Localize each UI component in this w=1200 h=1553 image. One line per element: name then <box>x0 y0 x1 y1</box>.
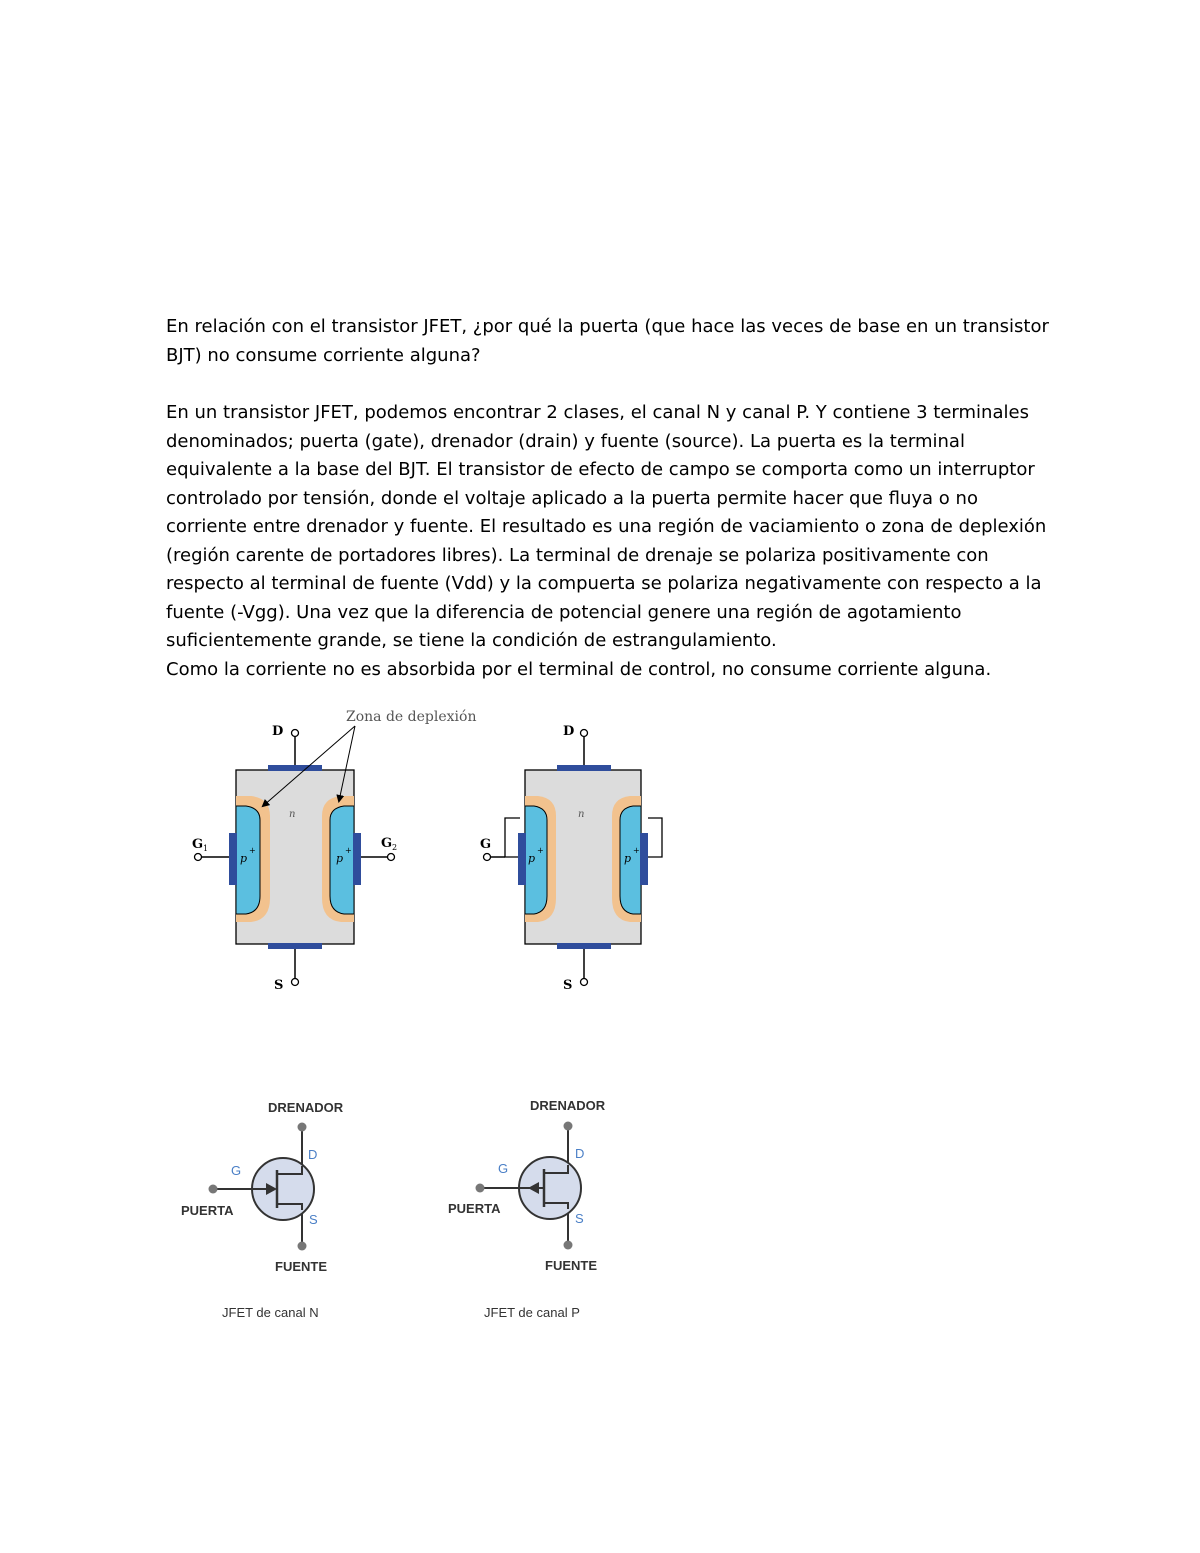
source-letter: S <box>274 978 284 993</box>
answer-line: controlado por tensión, donde el voltaje aplicado a la puerta permite hacer que fluya o no <box>166 487 978 509</box>
drain-label: DRENADOR <box>530 1098 606 1113</box>
gate1-letter: G <box>192 837 204 852</box>
p-right-letter: p <box>624 852 632 865</box>
p-right-sup: + <box>633 846 640 855</box>
p-left-sup: + <box>537 846 544 855</box>
jfet-structure-diagram-right <box>475 700 705 1000</box>
g-letter: G <box>231 1163 242 1178</box>
jfet-structure-diagram-left <box>185 700 485 1000</box>
answer-line: denominados; puerta (gate), drenador (drain) y fuente (source). La puerta es la terminal <box>166 430 965 452</box>
drain-letter: D <box>563 724 575 739</box>
answer-line: equivalente a la base del BJT. El transistor de efecto de campo se comporta como un interruptor <box>166 459 1035 480</box>
answer-line: fuente (-Vgg). Una vez que la diferencia de potencial genere una región de agotamiento <box>166 601 962 623</box>
gate-letter: G <box>480 837 492 852</box>
answer-line: Como la corriente no es absorbida por el terminal de control, no consume corriente alguna. <box>166 658 992 680</box>
source-label: FUENTE <box>545 1258 597 1273</box>
caption: JFET de canal P <box>484 1305 580 1320</box>
channel-letter: n <box>289 809 296 820</box>
d-letter: D <box>308 1147 318 1162</box>
p-left-sup: + <box>249 846 256 855</box>
gate2-letter: G <box>381 836 393 851</box>
gate-label: PUERTA <box>448 1201 501 1216</box>
question-line: En relación con el transistor JFET, ¿por qué la puerta (que hace las veces de base en un transistor <box>166 316 1049 337</box>
channel-letter: n <box>578 809 585 820</box>
p-right-letter: p <box>336 852 344 865</box>
answer-paragraph <box>166 399 1046 684</box>
depletion-zone-label: Zona de deplexión <box>346 709 477 725</box>
jfet-p-channel-symbol <box>440 1088 640 1328</box>
drain-letter: D <box>272 724 284 739</box>
p-left-letter: p <box>528 852 536 865</box>
question-line: BJT) no consume corriente alguna? <box>166 344 481 366</box>
gate1-subscript: 1 <box>203 844 209 853</box>
gate2-subscript: 2 <box>392 843 398 852</box>
answer-line: corriente entre drenador y fuente. El resultado es una región de vaciamiento o zona de deplexión <box>166 516 1047 537</box>
g-letter: G <box>498 1161 509 1176</box>
source-letter: S <box>563 978 573 993</box>
answer-line: respecto al terminal de fuente (Vdd) y la compuerta se polariza negativamente con respecto a la <box>166 573 1042 594</box>
caption: JFET de canal N <box>222 1305 319 1320</box>
p-left-letter: p <box>240 852 248 865</box>
answer-line: (región carente de portadores libres). La terminal de drenaje se polariza positivamente con <box>166 544 989 566</box>
jfet-n-channel-symbol <box>170 1090 370 1330</box>
s-letter: S <box>575 1211 584 1226</box>
s-letter: S <box>309 1212 318 1227</box>
answer-line: suficientemente grande, se tiene la condición de estrangulamiento. <box>166 630 777 651</box>
source-label: FUENTE <box>275 1259 327 1274</box>
d-letter: D <box>575 1146 585 1161</box>
answer-line: En un transistor JFET, podemos encontrar 2 clases, el canal N y canal P. Y contiene 3 terminales <box>166 402 1029 423</box>
drain-label: DRENADOR <box>268 1100 344 1115</box>
question-paragraph <box>166 313 1049 370</box>
p-right-sup: + <box>345 846 352 855</box>
gate-label: PUERTA <box>181 1203 234 1218</box>
